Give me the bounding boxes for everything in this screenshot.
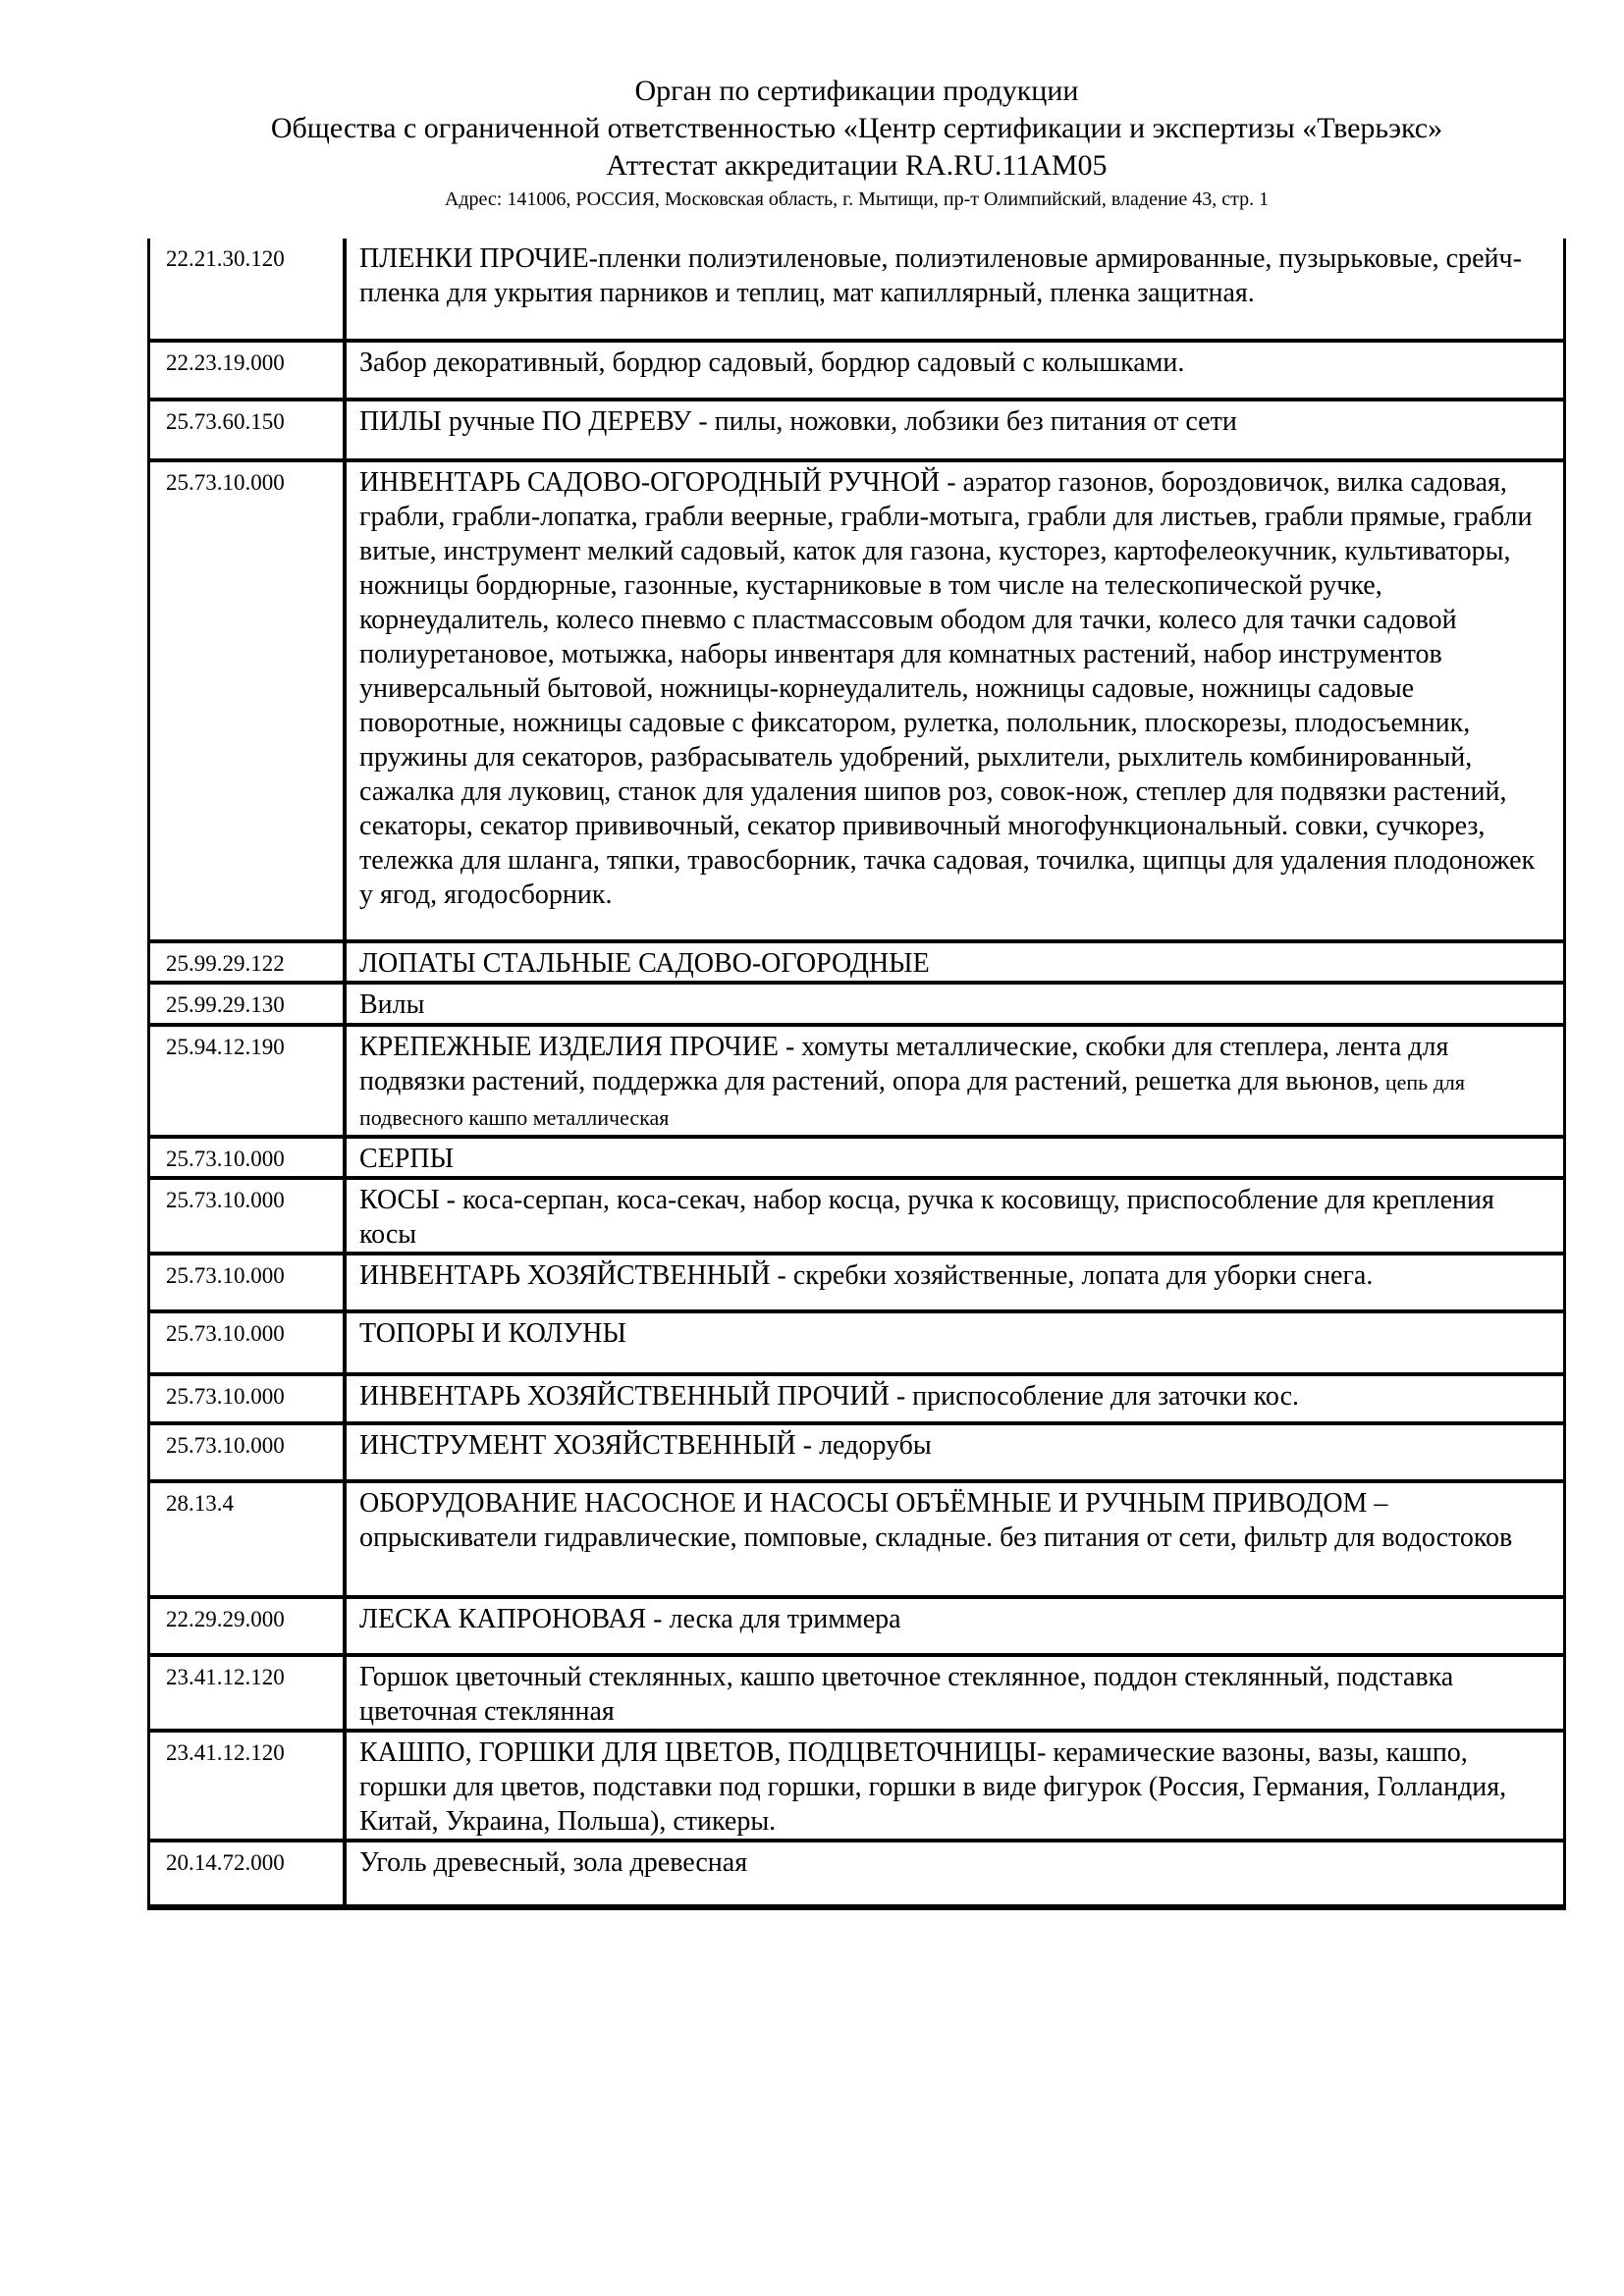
product-description xyxy=(347,1376,1563,1421)
products-table xyxy=(147,239,1566,1910)
product-description-text: ОБОРУДОВАНИЕ НАСОСНОЕ И НАСОСЫ ОБЪЁМНЫЕ И РУЧНЫМ ПРИВОДОМ – опрыскиватели гидравлические, помповые, складные. без питания от сети, фильтр для водостоков xyxy=(359,1488,1513,1553)
product-code: 25.99.29.130 xyxy=(150,985,347,1023)
table-row xyxy=(150,462,1563,943)
table-row xyxy=(150,343,1563,401)
product-description xyxy=(347,1027,1563,1135)
table-row xyxy=(150,1313,1563,1376)
product-code: 25.94.12.190 xyxy=(150,1027,347,1135)
product-description-text: ИНСТРУМЕНТ ХОЗЯЙСТВЕННЫЙ - ледорубы xyxy=(359,1430,932,1461)
table-row xyxy=(150,239,1563,343)
product-description-text: ИНВЕНТАРЬ ХОЗЯЙСТВЕННЫЙ - скребки хозяйственные, лопата для уборки снега. xyxy=(359,1260,1374,1291)
product-description-small-text: цепь для подвесного кашпо металлическая xyxy=(359,1070,1465,1130)
product-description xyxy=(347,985,1563,1023)
product-code: 22.21.30.120 xyxy=(150,239,347,339)
product-description-text: ТОПОРЫ И КОЛУНЫ xyxy=(359,1318,626,1349)
table-row xyxy=(150,1180,1563,1255)
product-code: 25.73.10.000 xyxy=(150,1313,347,1372)
table-row xyxy=(150,943,1563,985)
header-address-line: Адрес: 141006, РОССИЯ, Московская область, г. Мытищи, пр-т Олимпийский, владение 43, стр. 1 xyxy=(444,188,1270,210)
product-code: 28.13.4 xyxy=(150,1483,347,1595)
product-description-text: ПЛЕНКИ ПРОЧИЕ-пленки полиэтиленовые, полиэтиленовые армированные, пузырьковые, срейч-пленка для укрытия парников и теплиц, мат капиллярный, пленка защитная. xyxy=(359,243,1522,308)
product-description xyxy=(347,1255,1563,1309)
document-header xyxy=(147,73,1566,213)
product-description xyxy=(347,943,1563,981)
product-description xyxy=(347,239,1563,339)
header-org-line: Орган по сертификации продукции xyxy=(634,75,1079,107)
product-description-text: СЕРПЫ xyxy=(359,1144,454,1174)
product-description xyxy=(347,401,1563,458)
product-description-text: КОСЫ - коса-серпан, коса-секач, набор косца, ручка к косовищу, приспособление для крепления косы xyxy=(359,1185,1494,1250)
product-description-text: ЛОПАТЫ СТАЛЬНЫЕ САДОВО-ОГОРОДНЫЕ xyxy=(359,948,930,979)
product-code: 25.73.10.000 xyxy=(150,462,347,939)
table-row xyxy=(150,1255,1563,1313)
table-row xyxy=(150,985,1563,1027)
product-code: 25.73.60.150 xyxy=(150,401,347,458)
product-code: 25.73.10.000 xyxy=(150,1255,347,1309)
product-description xyxy=(347,1425,1563,1479)
product-code: 23.41.12.120 xyxy=(150,1657,347,1729)
table-row xyxy=(150,1376,1563,1425)
product-description xyxy=(347,1139,1563,1176)
table-row xyxy=(150,1733,1563,1842)
product-description-text: КАШПО, ГОРШКИ ДЛЯ ЦВЕТОВ, ПОДЦВЕТОЧНИЦЫ- керамические вазоны, вазы, кашпо, горшки для цветов, подставки под горшки, горшки в виде фигурок (Россия, Германия, Голландия, Китай, Украина, Польша), стикеры. xyxy=(359,1737,1507,1837)
product-code: 20.14.72.000 xyxy=(150,1842,347,1904)
product-code: 25.73.10.000 xyxy=(150,1425,347,1479)
product-description xyxy=(347,462,1563,939)
table-row xyxy=(150,1483,1563,1599)
table-row xyxy=(150,401,1563,462)
product-description xyxy=(347,1733,1563,1839)
product-description xyxy=(347,1599,1563,1653)
product-code: 23.41.12.120 xyxy=(150,1733,347,1839)
table-row xyxy=(150,1599,1563,1657)
product-description-text: Забор декоративный, бордюр садовый, бордюр садовый с колышками. xyxy=(359,347,1185,378)
product-description xyxy=(347,1180,1563,1252)
product-description-text: ИНВЕНТАРЬ САДОВО-ОГОРОДНЫЙ РУЧНОЙ - аэратор газонов, бороздовичок, вилка садовая, грабли, грабли-лопатка, грабли веерные, грабли-мотыга, грабли для листьев, грабли прямые, грабли витые, инструмент мелкий садовый, каток для газона, кусторез, картофелеокучник, культиваторы, ножницы бордюрные, газонные, кустарниковые в том числе на телескопической ручке, корнеудалитель, колесо пневмо с пластмассовым ободом для тачки, колесо для тачки садовой полиуретановое, мотыжка, наборы инвентаря для комнатных растений, набор инструментов универсальный бытовой, ножницы-корнеудалитель, ножницы садовые, ножницы садовые поворотные, ножницы садовые с фиксатором, рулетка, полольник, плоскорезы, плодосъемник, пружины для секаторов, разбрасыватель удобрений, рыхлители, рыхлитель комбинированный, сажалка для луковиц, станок для удаления шипов роз, совок-нож, степлер для подвязки растений, секаторы, секатор прививочный, секатор прививочный многофункциональный. совки, сучкорез, тележка для шланга, тяпки, травосборник, тачка садовая, точилка, щипцы для удаления плодоножек у ягод, ягодосборник. xyxy=(359,467,1536,910)
product-code: 25.73.10.000 xyxy=(150,1376,347,1421)
table-row xyxy=(150,1139,1563,1180)
product-description-text: ИНВЕНТАРЬ ХОЗЯЙСТВЕННЫЙ ПРОЧИЙ - приспособление для заточки кос. xyxy=(359,1381,1299,1412)
product-description xyxy=(347,343,1563,398)
product-code: 25.99.29.122 xyxy=(150,943,347,981)
product-code: 22.29.29.000 xyxy=(150,1599,347,1653)
product-description-text: ПИЛЫ ручные ПО ДЕРЕВУ - пилы, ножовки, лобзики без питания от сети xyxy=(359,406,1237,437)
product-description-text: Вилы xyxy=(359,989,425,1020)
table-row xyxy=(150,1027,1563,1139)
product-code: 22.23.19.000 xyxy=(150,343,347,398)
table-row xyxy=(150,1657,1563,1733)
header-attestation-line: Аттестат аккредитации RA.RU.11АМ05 xyxy=(606,149,1108,182)
header-company-line: Общества с ограниченной ответственностью «Центр сертификации и экспертизы «Тверьэкс» xyxy=(270,112,1443,144)
product-description-text: ЛЕСКА КАПРОНОВАЯ - леска для триммера xyxy=(359,1604,901,1634)
product-description-text: КРЕПЕЖНЫЕ ИЗДЕЛИЯ ПРОЧИЕ - хомуты металлические, скобки для степлера, лента для подвязки растений, поддержка для растений, опора для растений, решетка для вьюнов, xyxy=(359,1032,1449,1096)
table-row xyxy=(150,1425,1563,1483)
product-description xyxy=(347,1483,1563,1595)
product-description xyxy=(347,1313,1563,1372)
product-code: 25.73.10.000 xyxy=(150,1139,347,1176)
product-description-text: Горшок цветочный стеклянных, кашпо цветочное стеклянное, поддон стеклянный, подставка цветочная стеклянная xyxy=(359,1662,1454,1727)
product-description xyxy=(347,1657,1563,1729)
product-description xyxy=(347,1842,1563,1904)
product-description-text: Уголь древесный, зола древесная xyxy=(359,1847,748,1878)
table-row xyxy=(150,1842,1563,1904)
product-code: 25.73.10.000 xyxy=(150,1180,347,1252)
